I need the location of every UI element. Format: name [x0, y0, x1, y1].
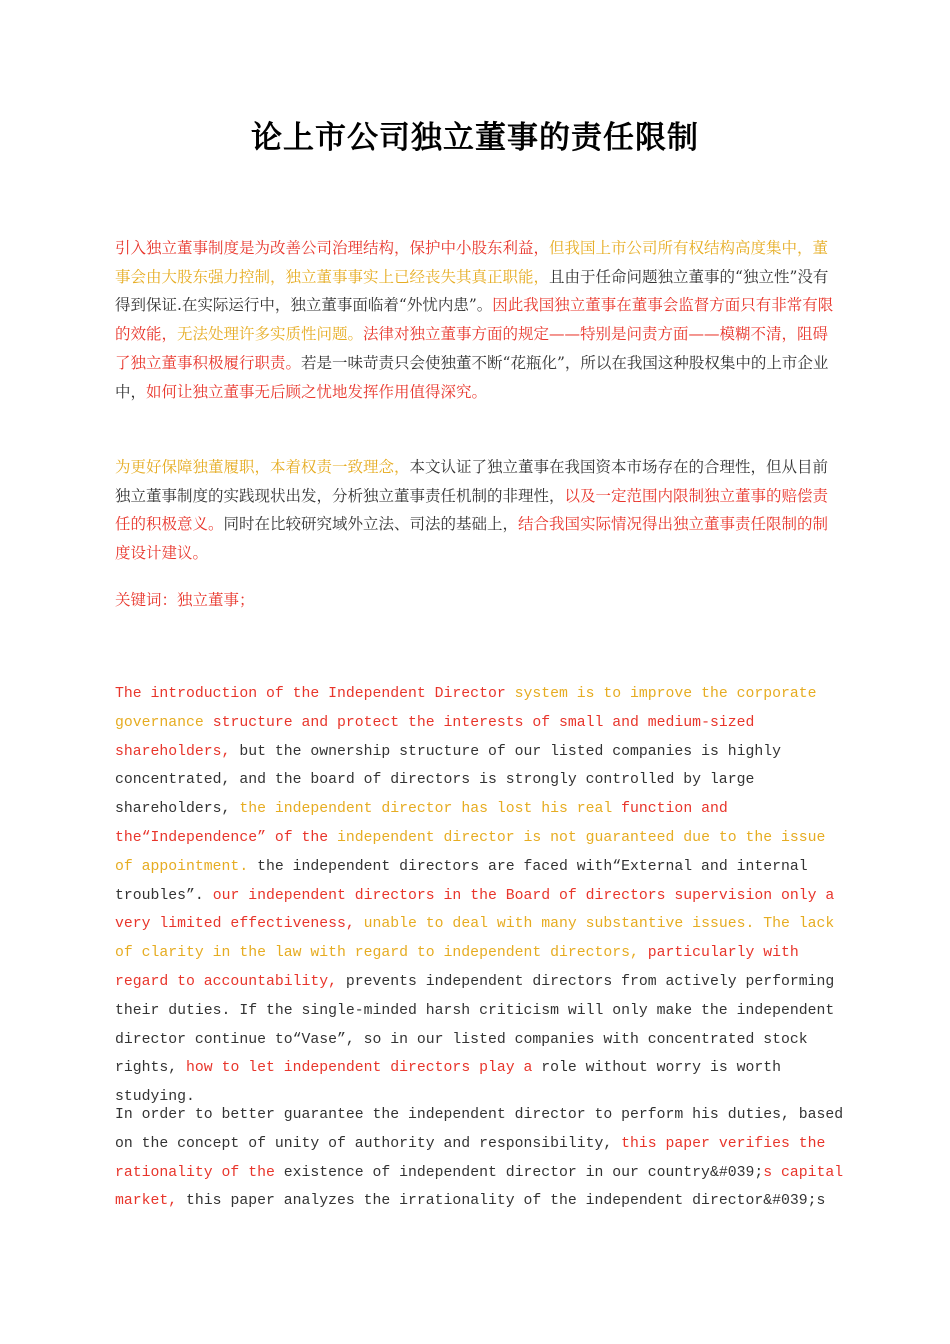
text-segment: 引入独立董事制度是为改善公司治理结构，保护中小股东利益， — [115, 239, 550, 257]
text-segment: function and the“Independence” of the — [115, 801, 728, 846]
text-segment: this paper verifies the rationality of the — [115, 1135, 826, 1181]
text-segment: unable to deal with many substantive issues. The lack of clarity in the law with regard to independent directors, — [115, 916, 835, 962]
text-segment: 法律对独立董事方面的规定——特别是问责方面——模糊不清，阻碍了独立董事积极履行职责。 — [115, 325, 829, 372]
text-segment: 本文认证了独立董事在我国资本市场存在的合理性，但从目前独立董事制度的实践现状出发，分析独立董事责任机制的非理性， — [115, 458, 829, 505]
chinese-abstract-paragraph-1 — [115, 234, 835, 406]
text-segment: independent director is not guaranteed due to the issue of appointment. — [115, 829, 826, 875]
text-segment: 但我国上市公司所有权结构高度集中，董事会由大股东强力控制，独立董事事实上已经丧失其真正职能， — [115, 239, 829, 286]
text-segment: how to let independent directors play a — [186, 1060, 542, 1077]
text-segment: 结合我国实际情况得出独立董事责任限制的制度设计建议。 — [115, 515, 829, 563]
text-segment: 无法处理许多实质性问题。 — [177, 325, 364, 344]
text-segment: structure and protect the interests of small and medium-sized shareholders, — [115, 714, 755, 760]
text-segment: existence of independent director in our country&#039; — [283, 1164, 764, 1181]
text-segment: 关键词：独立董事； — [115, 591, 255, 609]
text-segment: The introduction of the Independent Director — [115, 686, 515, 702]
document-title: 论上市公司独立董事的责任限制 — [251, 120, 699, 156]
chinese-abstract-paragraph-2 — [115, 453, 835, 568]
text-segment: but the ownership structure of our listed companies is highly concentrated, and the board of directors is strongly controlled by large shareholders, — [115, 743, 781, 818]
text-segment: particularly with regard to accountability, — [115, 945, 799, 990]
english-abstract-paragraph-1 — [115, 680, 845, 1112]
text-segment: this paper analyzes the irrationality of the independent director&#039;s — [186, 1193, 826, 1210]
text-segment: prevents independent directors from actively performing their duties. If the single-minded harsh criticism will only make the independent director continue to“Vase”, so in our listed companies with concentrated stock rights, — [115, 973, 835, 1077]
text-segment: the independent director has lost his real — [239, 801, 622, 818]
text-segment: 以及一定范围内限制独立董事的赔偿责任的积极意义。 — [115, 486, 829, 534]
text-segment: In order to better guarantee the independent director to perform his duties, based on the concept of unity of authority and responsibility, — [115, 1107, 844, 1152]
text-segment: system is to improve the corporate governance — [115, 686, 817, 731]
text-segment: the independent directors are faced with“External and internal troubles”. — [115, 858, 808, 904]
text-segment: 因此我国独立董事在董事会监督方面只有非常有限的效能， — [115, 296, 834, 344]
text-segment: our independent directors in the Board of directors supervision only a very limited effectiveness, — [115, 887, 835, 933]
text-segment: 为更好保障独董履职，本着权责一致理念， — [115, 458, 410, 476]
text-segment: role without worry is worth studying. — [115, 1060, 781, 1106]
text-segment: 如何让独立董事无后顾之忧地发挥作用值得深究。 — [146, 382, 488, 401]
text-segment: 且由于任命问题独立董事的“独立性”没有得到保证.在实际运行中，独立董事面临着“外忧内患”。 — [115, 267, 829, 315]
text-segment: s capital market, — [115, 1164, 844, 1210]
chinese-keywords — [115, 586, 835, 615]
text-segment: 若是一味苛责只会使独董不断“花瓶化”，所以在我国这种股权集中的上市企业中， — [115, 353, 829, 401]
text-segment: 同时在比较研究域外立法、司法的基础上， — [223, 515, 519, 534]
english-abstract-paragraph-2 — [115, 1101, 845, 1216]
